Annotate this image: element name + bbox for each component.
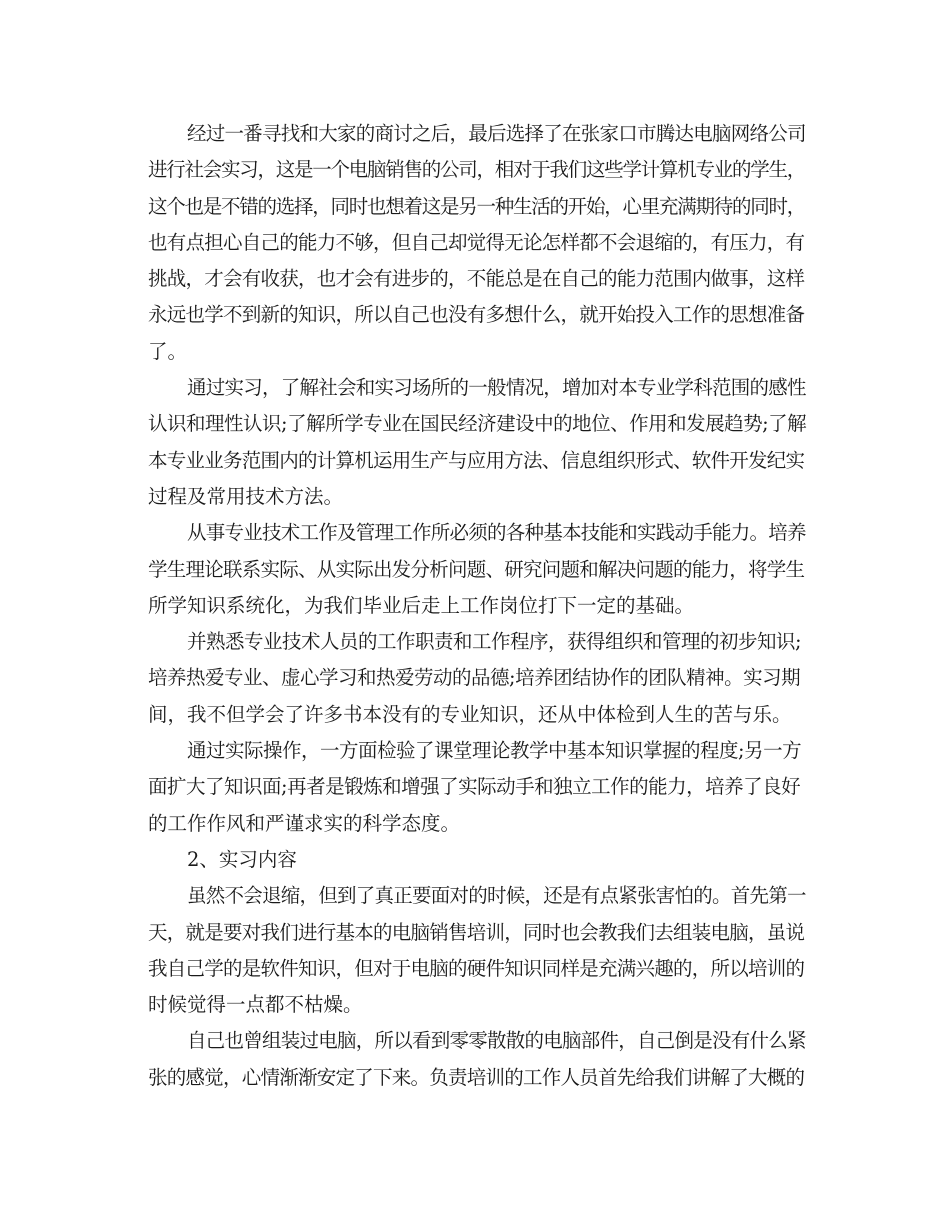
section-heading: 2、实习内容: [187, 847, 297, 871]
text-line: 永远也学不到新的知识，所以自己也没有多想什么，就开始投入工作的思想准备: [148, 303, 805, 327]
text-line: 间，我不但学会了许多书本没有的专业知识，还从中体检到人生的苦与乐。: [148, 702, 792, 726]
text-line: 时候觉得一点都不枯燥。: [148, 993, 363, 1017]
text-line: 从事专业技术工作及管理工作所必须的各种基本技能和实践动手能力。培养: [187, 521, 806, 545]
text-line: 认识和理性认识;了解所学专业在国民经济建设中的地位、作用和发展趋势;了解: [148, 412, 807, 436]
text-line: 并熟悉专业技术人员的工作职责和工作程序，获得组织和管理的初步知识;: [187, 630, 802, 654]
text-line: 我自己学的是软件知识，但对于电脑的硬件知识同样是充满兴趣的，所以培训的: [148, 956, 805, 980]
text-line: 天，就是要对我们进行基本的电脑销售培训，同时也会教我们去组装电脑，虽说: [148, 920, 805, 944]
text-line: 挑战，才会有收获，也才会有进步的，不能总是在自己的能力范围内做事，这样: [148, 267, 805, 291]
text-line: 进行社会实习，这是一个电脑销售的公司，相对于我们这些学计算机专业的学生，: [148, 158, 806, 182]
text-line: 自己也曾组装过电脑，所以看到零零散散的电脑部件，自己倒是没有什么紧: [187, 1029, 806, 1053]
text-line: 虽然不会退缩，但到了真正要面对的时候，还是有点紧张害怕的。首先第一: [187, 884, 806, 908]
text-line: 学生理论联系实际、从实际出发分析问题、研究问题和解决问题的能力，将学生: [148, 557, 805, 581]
text-line: 张的感觉，心情渐渐安定了下来。负责培训的工作人员首先给我们讲解了大概的: [148, 1065, 805, 1089]
text-line: 经过一番寻找和大家的商讨之后，最后选择了在张家口市腾达电脑网络公司: [187, 122, 806, 145]
text-line: 通过实际操作，一方面检验了课堂理论教学中基本知识掌握的程度;另一方: [187, 739, 802, 763]
text-line: 这个也是不错的选择，同时也想着这是另一种生活的开始，心里充满期待的同时，: [148, 194, 806, 218]
text-line: 过程及常用技术方法。: [148, 484, 344, 508]
document-body: [148, 116, 808, 1096]
text-line: 了。: [148, 339, 188, 363]
text-line: 本专业业务范围内的计算机运用生产与应用方法、信息组织形式、软件开发纪实: [148, 448, 805, 472]
text-line: 也有点担心自己的能力不够，但自己却觉得无论怎样都不会退缩的，有压力，有: [148, 230, 805, 254]
text-line: 的工作作风和严谨求实的科学态度。: [148, 811, 461, 835]
text-line: 培养热爱专业、虚心学习和热爱劳动的品德;培养团结协作的团队精神。实习期: [148, 666, 801, 690]
text-line: 所学知识系统化，为我们毕业后走上工作岗位打下一定的基础。: [148, 593, 695, 617]
text-line: 通过实习，了解社会和实习场所的一般情况，增加对本专业学科范围的感性: [187, 376, 806, 400]
text-line: 面扩大了知识面;再者是锻炼和增强了实际动手和独立工作的能力，培养了良好: [148, 775, 801, 799]
